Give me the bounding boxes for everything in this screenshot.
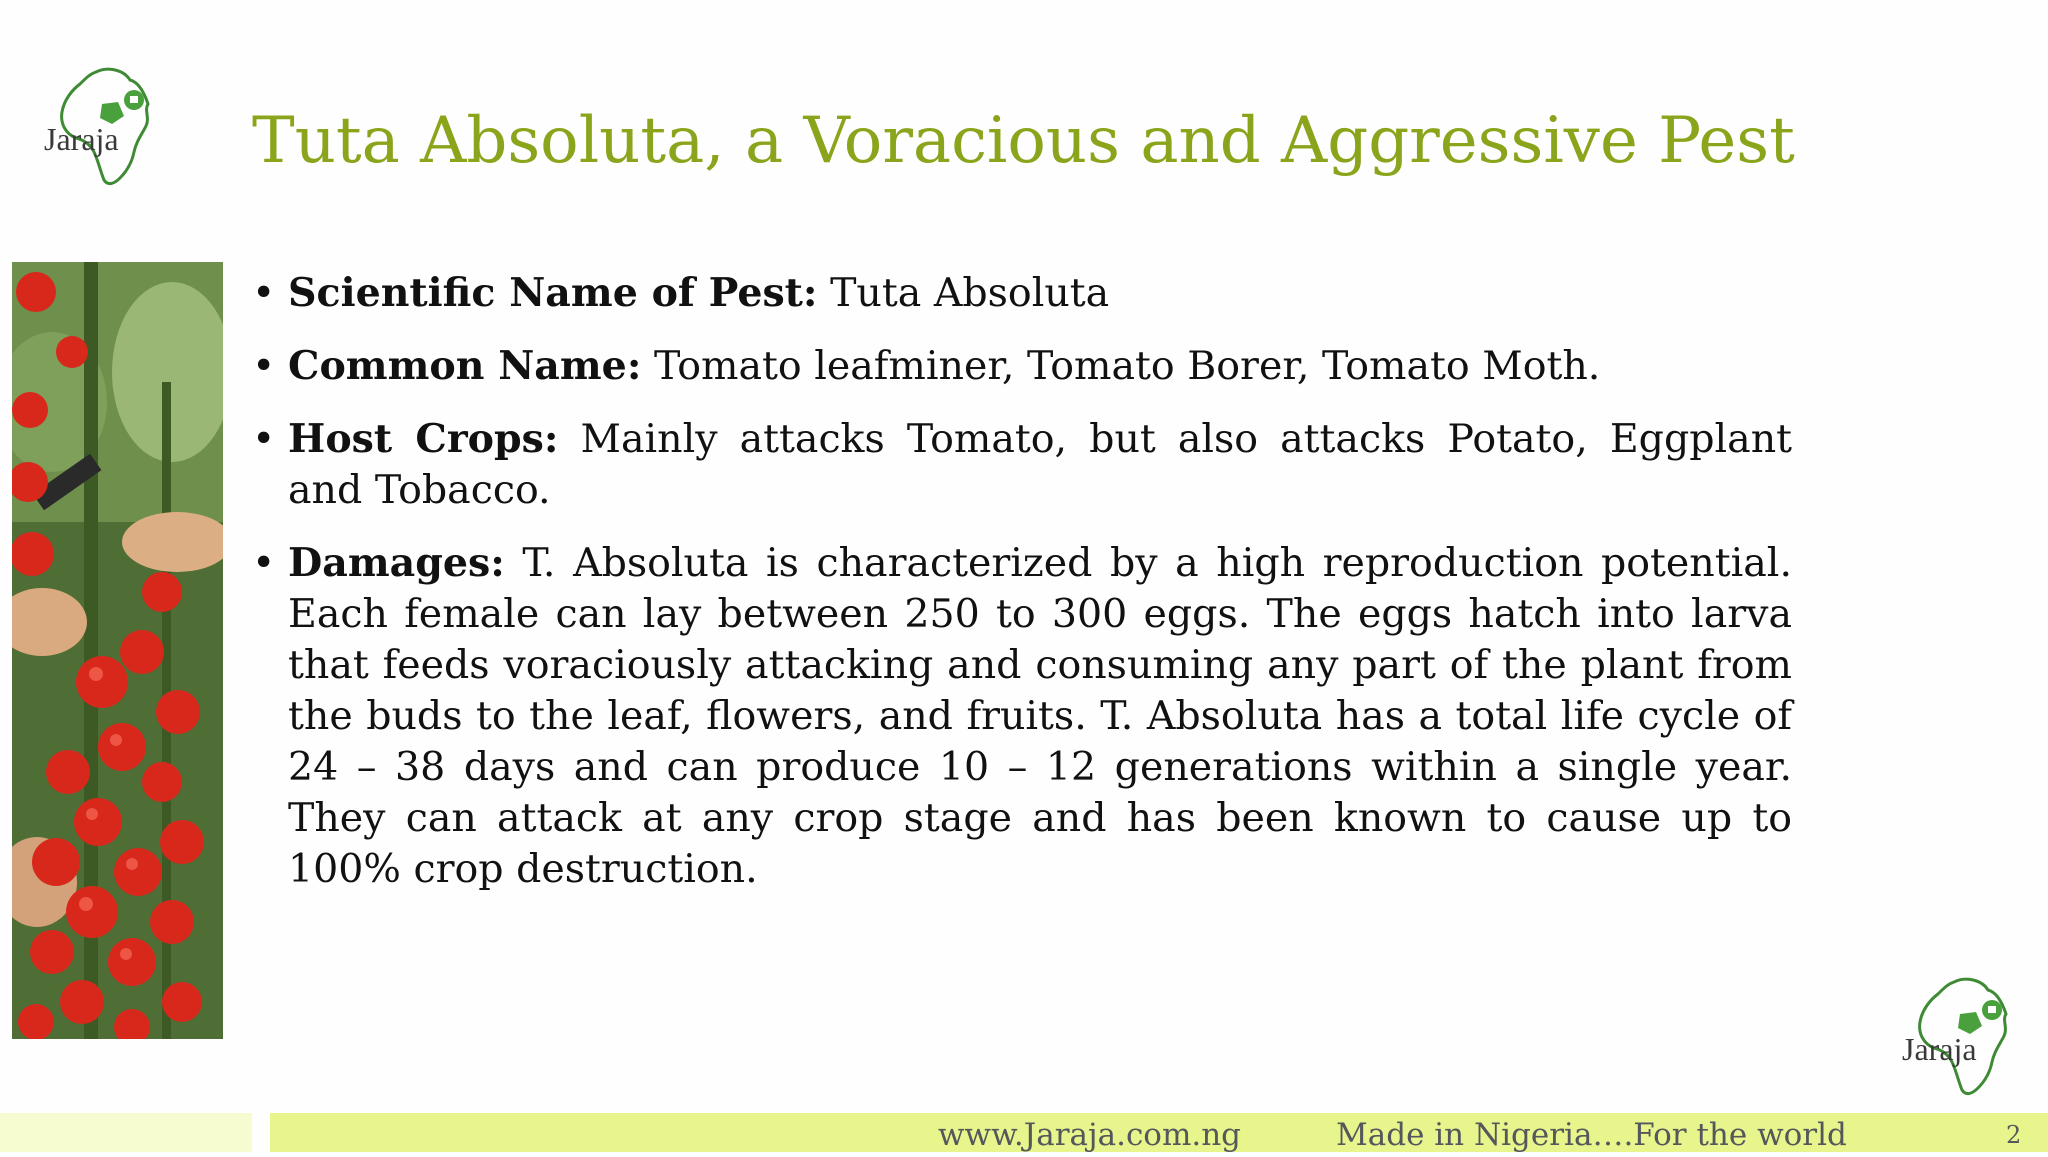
footer-left-block xyxy=(0,1113,252,1152)
bullet-host-crops xyxy=(252,414,1792,516)
tomato-plant-photo xyxy=(12,262,223,1039)
jaraja-logo-top xyxy=(38,62,168,192)
bullet-list xyxy=(252,268,1792,917)
slide-page-number: 2 xyxy=(2006,1121,2022,1149)
africa-map-icon xyxy=(1896,972,2026,1102)
bullet-label: Host Crops: xyxy=(288,416,559,462)
slide-title: Tuta Absoluta, a Voracious and Aggressive Pest xyxy=(252,104,1795,178)
bullet-scientific-name xyxy=(252,268,1792,319)
bullet-text: Tomato leafminer, Tomato Borer, Tomato Moth. xyxy=(641,343,1601,389)
logo-wordmark: Jaraja xyxy=(1902,1031,1977,1067)
bullet-damages xyxy=(252,538,1792,895)
bullet-text: T. Absoluta is characterized by a high reproduction potential. Each female can lay between 250 to 300 eggs. The eggs hatch into larva that feeds voraciously attacking and consuming any part of the plant from the buds to the leaf, flowers, and fruits. T. Absoluta has a total life cycle of 24 – 38 days and can produce 10 – 12 generations within a single year. They can attack at any crop stage and has been known to cause up to 100% crop destruction. xyxy=(288,540,1792,892)
africa-map-icon xyxy=(38,62,168,192)
bullet-label: Damages: xyxy=(288,540,505,586)
bullet-label: Common Name: xyxy=(288,343,642,389)
bullet-text: Tuta Absoluta xyxy=(817,270,1110,316)
footer-tagline: Made in Nigeria….For the world xyxy=(1336,1117,1847,1153)
jaraja-logo-bottom xyxy=(1896,972,2026,1102)
bullet-label: Scientific Name of Pest: xyxy=(288,270,818,316)
logo-wordmark: Jaraja xyxy=(44,121,119,157)
footer-website-link[interactable]: www.Jaraja.com.ng xyxy=(938,1117,1242,1153)
bullet-text: Mainly attacks Tomato, but also attacks Potato, Eggplant and Tobacco. xyxy=(288,416,1793,513)
bullet-common-name xyxy=(252,341,1792,392)
